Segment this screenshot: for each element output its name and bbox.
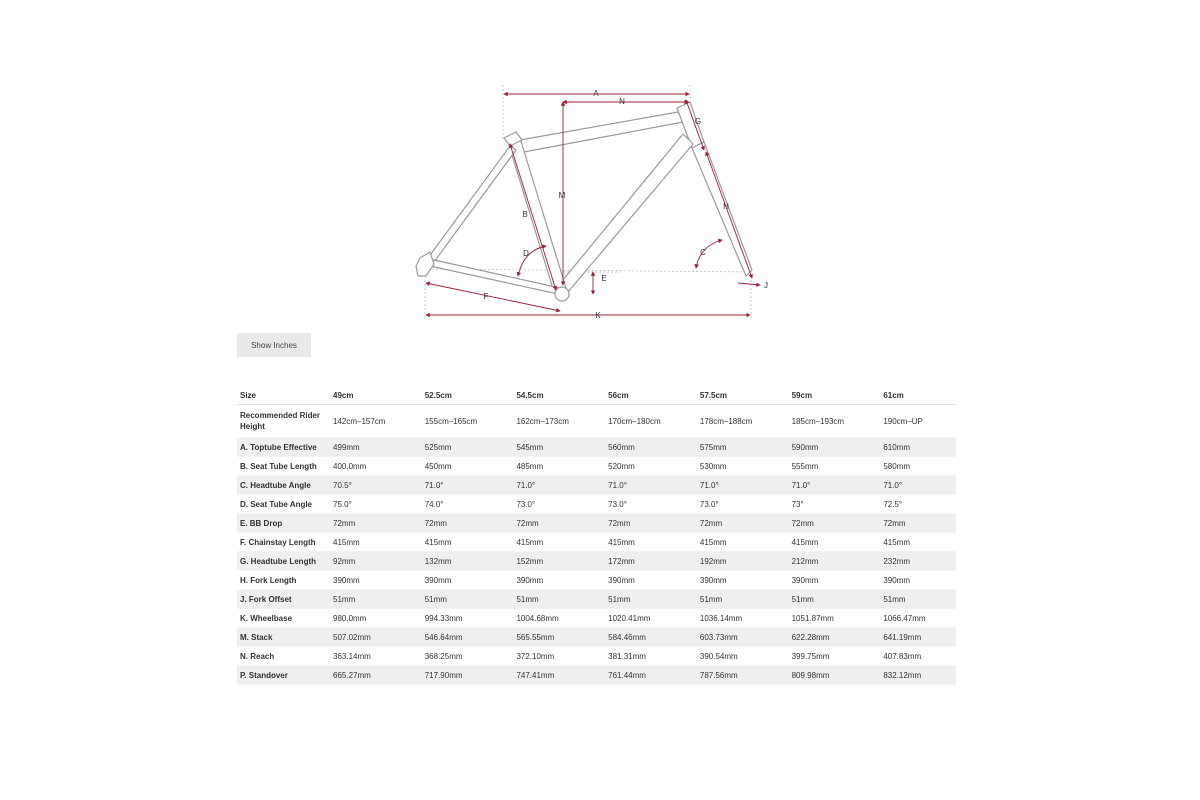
table-cell: 400.0mm bbox=[330, 457, 422, 476]
table-cell: 575mm bbox=[697, 438, 789, 457]
table-cell: 507.02mm bbox=[330, 628, 422, 647]
table-cell: 72mm bbox=[789, 514, 881, 533]
table-cell: 390mm bbox=[789, 571, 881, 590]
table-cell: 142cm–157cm bbox=[330, 405, 422, 438]
table-cell: 415mm bbox=[330, 533, 422, 552]
table-row bbox=[237, 609, 956, 628]
table-cell: 381.31mm bbox=[605, 647, 697, 666]
seat-tube bbox=[508, 138, 566, 292]
label-b: B bbox=[522, 210, 528, 219]
table-cell: 71.0° bbox=[789, 476, 881, 495]
table-cell: 71.0° bbox=[697, 476, 789, 495]
table-cell: 73.0° bbox=[605, 495, 697, 514]
table-cell: 555mm bbox=[789, 457, 881, 476]
table-row bbox=[237, 533, 956, 552]
chain-stay bbox=[430, 260, 560, 294]
table-cell: 1066.47mm bbox=[880, 609, 956, 628]
table-cell: 72.5° bbox=[880, 495, 956, 514]
table-cell: 51mm bbox=[789, 590, 881, 609]
table-cell: 530mm bbox=[697, 457, 789, 476]
table-cell: 162cm–173cm bbox=[513, 405, 605, 438]
header-size-4: 56cm bbox=[605, 386, 697, 405]
label-n: N bbox=[619, 97, 625, 106]
table-cell: 51mm bbox=[605, 590, 697, 609]
table-cell: 72mm bbox=[605, 514, 697, 533]
row-label: Recommended Rider Height bbox=[237, 405, 330, 438]
table-cell: 71.0° bbox=[422, 476, 514, 495]
table-cell: 390mm bbox=[697, 571, 789, 590]
table-cell: 71.0° bbox=[513, 476, 605, 495]
header-size-5: 57.5cm bbox=[697, 386, 789, 405]
table-row bbox=[237, 457, 956, 476]
bike-frame bbox=[416, 102, 752, 301]
table-cell: 665.27mm bbox=[330, 666, 422, 685]
row-label: H. Fork Length bbox=[237, 571, 330, 590]
row-label: A. Toptube Effective bbox=[237, 438, 330, 457]
table-cell: 787.56mm bbox=[697, 666, 789, 685]
table-cell: 170cm–180cm bbox=[605, 405, 697, 438]
row-label: G. Headtube Length bbox=[237, 552, 330, 571]
table-cell: 190cm–UP bbox=[880, 405, 956, 438]
table-cell: 565.55mm bbox=[513, 628, 605, 647]
table-cell: 1004.68mm bbox=[513, 609, 605, 628]
table-cell: 545mm bbox=[513, 438, 605, 457]
table-cell: 92mm bbox=[330, 552, 422, 571]
table-cell: 72mm bbox=[880, 514, 956, 533]
table-cell: 610mm bbox=[880, 438, 956, 457]
table-row bbox=[237, 647, 956, 666]
label-g: G bbox=[694, 117, 702, 126]
label-a: A bbox=[593, 89, 599, 98]
table-cell: 809.98mm bbox=[789, 666, 881, 685]
top-tube bbox=[520, 112, 683, 152]
label-f: F bbox=[483, 292, 489, 301]
row-label: P. Standover bbox=[237, 666, 330, 685]
table-cell: 415mm bbox=[422, 533, 514, 552]
table-cell: 399.75mm bbox=[789, 647, 881, 666]
table-cell: 415mm bbox=[605, 533, 697, 552]
table-cell: 212mm bbox=[789, 552, 881, 571]
row-label: B. Seat Tube Length bbox=[237, 457, 330, 476]
table-cell: 72mm bbox=[697, 514, 789, 533]
table-cell: 450mm bbox=[422, 457, 514, 476]
table-cell: 1051.87mm bbox=[789, 609, 881, 628]
table-cell: 994.33mm bbox=[422, 609, 514, 628]
table-cell: 51mm bbox=[880, 590, 956, 609]
bottom-bracket bbox=[555, 287, 569, 301]
table-cell: 415mm bbox=[880, 533, 956, 552]
show-inches-button[interactable]: Show Inches bbox=[237, 333, 311, 357]
table-row bbox=[237, 590, 956, 609]
row-label: F. Chainstay Length bbox=[237, 533, 330, 552]
table-cell: 185cm–193cm bbox=[789, 405, 881, 438]
table-cell: 832.12mm bbox=[880, 666, 956, 685]
header-size-1: 49cm bbox=[330, 386, 422, 405]
table-cell: 232mm bbox=[880, 552, 956, 571]
row-label: D. Seat Tube Angle bbox=[237, 495, 330, 514]
header-size-7: 61cm bbox=[880, 386, 956, 405]
rear-dropout bbox=[416, 252, 434, 276]
down-tube bbox=[558, 134, 693, 292]
table-cell: 415mm bbox=[697, 533, 789, 552]
label-e: E bbox=[601, 274, 607, 283]
table-cell: 70.5° bbox=[330, 476, 422, 495]
table-cell: 1036.14mm bbox=[697, 609, 789, 628]
row-label: J. Fork Offset bbox=[237, 590, 330, 609]
row-label: M. Stack bbox=[237, 628, 330, 647]
table-row bbox=[237, 514, 956, 533]
table-cell: 415mm bbox=[789, 533, 881, 552]
table-cell: 390mm bbox=[330, 571, 422, 590]
table-cell: 51mm bbox=[697, 590, 789, 609]
table-cell: 584.46mm bbox=[605, 628, 697, 647]
table-row bbox=[237, 495, 956, 514]
table-cell: 761.44mm bbox=[605, 666, 697, 685]
table-row bbox=[237, 476, 956, 495]
table-row bbox=[237, 571, 956, 590]
label-c: C bbox=[700, 248, 706, 257]
table-cell: 72mm bbox=[330, 514, 422, 533]
table-header-row bbox=[237, 386, 956, 405]
table-cell: 75.0° bbox=[330, 495, 422, 514]
table-cell: 525mm bbox=[422, 438, 514, 457]
table-cell: 590mm bbox=[789, 438, 881, 457]
table-cell: 132mm bbox=[422, 552, 514, 571]
table-row bbox=[237, 405, 956, 438]
row-label: K. Wheelbase bbox=[237, 609, 330, 628]
seat-stay bbox=[428, 146, 516, 262]
table-cell: 485mm bbox=[513, 457, 605, 476]
table-cell: 372.10mm bbox=[513, 647, 605, 666]
table-cell: 72mm bbox=[422, 514, 514, 533]
table-cell: 603.73mm bbox=[697, 628, 789, 647]
table-cell: 51mm bbox=[422, 590, 514, 609]
table-cell: 390mm bbox=[880, 571, 956, 590]
table-cell: 74.0° bbox=[422, 495, 514, 514]
dim-j bbox=[738, 283, 760, 285]
table-cell: 71.0° bbox=[605, 476, 697, 495]
header-size-2: 52.5cm bbox=[422, 386, 514, 405]
label-m: M bbox=[558, 191, 566, 200]
table-cell: 580mm bbox=[880, 457, 956, 476]
table-cell: 155cm–165cm bbox=[422, 405, 514, 438]
label-k: K bbox=[595, 311, 601, 320]
dim-h bbox=[706, 152, 752, 278]
header-size: Size bbox=[237, 386, 330, 405]
table-cell: 622.28mm bbox=[789, 628, 881, 647]
frame-geometry-diagram bbox=[400, 80, 790, 325]
header-size-3: 54.5cm bbox=[513, 386, 605, 405]
table-cell: 415mm bbox=[513, 533, 605, 552]
dim-b bbox=[510, 144, 556, 290]
table-cell: 172mm bbox=[605, 552, 697, 571]
row-label: C. Headtube Angle bbox=[237, 476, 330, 495]
table-cell: 546.64mm bbox=[422, 628, 514, 647]
table-cell: 560mm bbox=[605, 438, 697, 457]
table-cell: 73.0° bbox=[697, 495, 789, 514]
table-cell: 717.90mm bbox=[422, 666, 514, 685]
table-cell: 390mm bbox=[422, 571, 514, 590]
table-row bbox=[237, 552, 956, 571]
table-row bbox=[237, 438, 956, 457]
table-cell: 641.19mm bbox=[880, 628, 956, 647]
table-cell: 51mm bbox=[513, 590, 605, 609]
table-cell: 1020.41mm bbox=[605, 609, 697, 628]
table-cell: 178cm–188cm bbox=[697, 405, 789, 438]
row-label: N. Reach bbox=[237, 647, 330, 666]
table-cell: 368.25mm bbox=[422, 647, 514, 666]
table-cell: 192mm bbox=[697, 552, 789, 571]
table-cell: 51mm bbox=[330, 590, 422, 609]
table-cell: 363.14mm bbox=[330, 647, 422, 666]
label-j: J bbox=[764, 281, 768, 290]
table-cell: 73° bbox=[789, 495, 881, 514]
table-cell: 390mm bbox=[513, 571, 605, 590]
table-cell: 71.0° bbox=[880, 476, 956, 495]
label-d: D bbox=[523, 249, 529, 258]
table-cell: 72mm bbox=[513, 514, 605, 533]
table-cell: 73.0° bbox=[513, 495, 605, 514]
table-cell: 390.54mm bbox=[697, 647, 789, 666]
table-cell: 747.41mm bbox=[513, 666, 605, 685]
table-row bbox=[237, 666, 956, 685]
table-cell: 152mm bbox=[513, 552, 605, 571]
table-cell: 499mm bbox=[330, 438, 422, 457]
table-cell: 520mm bbox=[605, 457, 697, 476]
header-size-6: 59cm bbox=[789, 386, 881, 405]
table-row bbox=[237, 628, 956, 647]
row-label: E. BB Drop bbox=[237, 514, 330, 533]
table-cell: 390mm bbox=[605, 571, 697, 590]
geometry-table bbox=[237, 386, 956, 685]
table-cell: 980.0mm bbox=[330, 609, 422, 628]
label-h: H bbox=[723, 202, 729, 211]
table-cell: 407.83mm bbox=[880, 647, 956, 666]
